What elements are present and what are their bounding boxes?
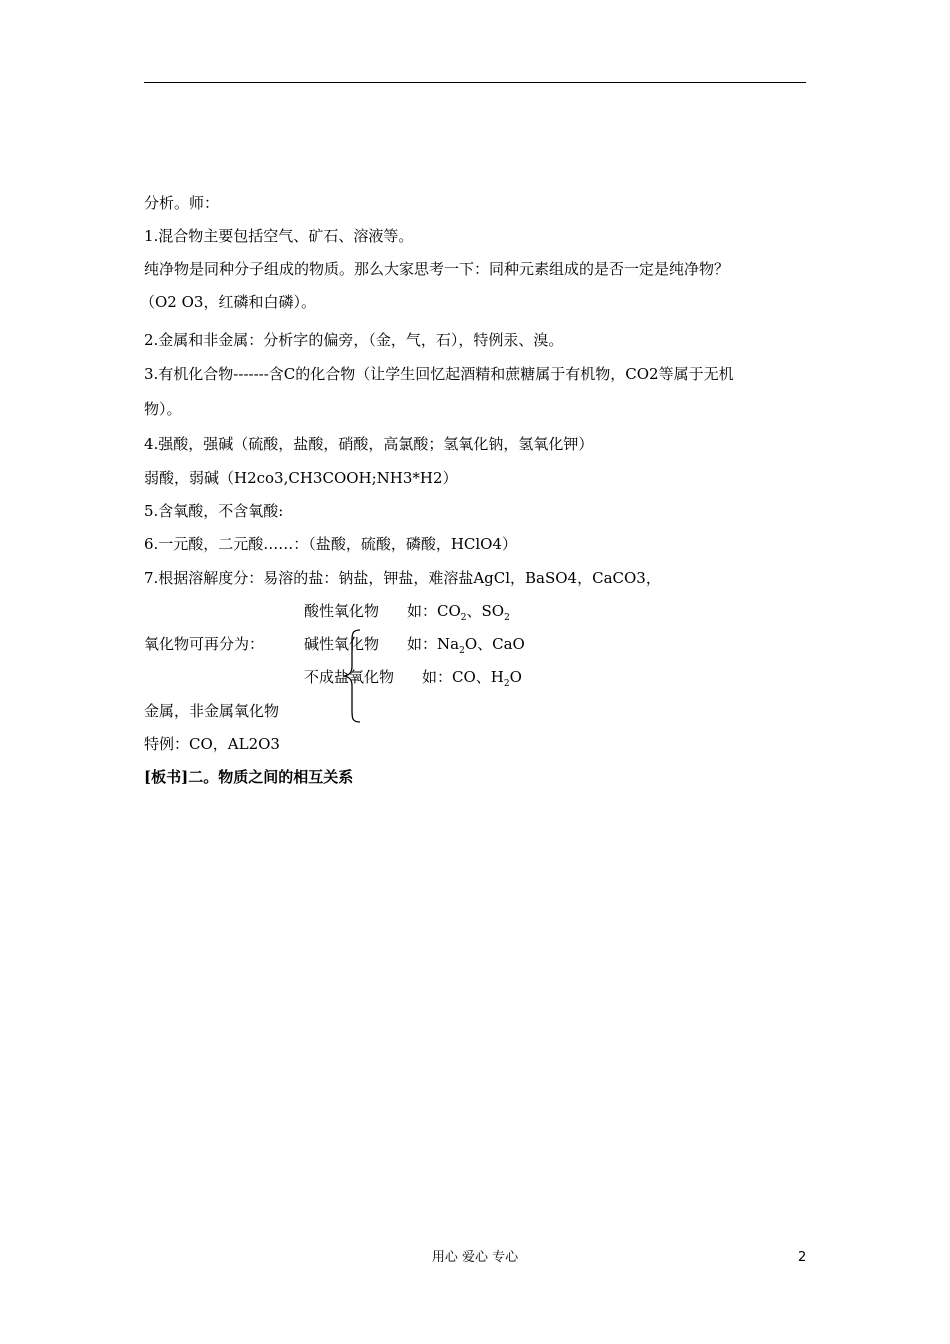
oxide-acidic-name: 酸性氧化物 <box>304 602 380 620</box>
oxide-neutral-name: 不成盐氧化物 <box>304 668 395 686</box>
text-line-analysis: 分析。师： <box>144 194 220 212</box>
text-line-item-3: 3.有机化合物-------含C的化合物（让学生回忆起酒精和蔗糖属于有机物，CO2等属于无机 <box>144 365 734 383</box>
oxide-basic-example: 如：$Na_2O$、CaO <box>407 635 525 656</box>
page-number: 2 <box>798 1250 807 1265</box>
oxide-neutral-example: 如：CO、$H_2O$ <box>422 668 522 689</box>
curly-brace-icon <box>340 628 364 724</box>
text-line-special-cases: 特例：CO，AL2O3 <box>144 735 280 753</box>
oxide-acidic-row <box>304 601 510 628</box>
text-line-metal-oxides: 金属，非金属氧化物 <box>144 702 280 720</box>
text-line-example-o2-o3: （O2 O3，红磷和白磷）。 <box>140 293 316 311</box>
text-line-pure-substance: 纯净物是同种分子组成的物质。那么大家思考一下：同种元素组成的是否一定是纯净物？ <box>144 260 730 278</box>
text-line-item-6: 6.一元酸，二元酸……：（盐酸，硫酸，磷酸，HClO4） <box>144 535 518 553</box>
oxide-basic-name: 碱性氧化物 <box>304 635 380 653</box>
oxide-basic-row <box>304 634 525 661</box>
text-line-item-1: 1.混合物主要包括空气、矿石、溶液等。 <box>144 227 414 245</box>
text-line-item-5: 5.含氧酸，不含氧酸: <box>144 502 284 520</box>
oxide-neutral-row <box>304 667 522 694</box>
header-rule <box>144 82 806 83</box>
text-line-weak-acid-base: 弱酸，弱碱（H2co3,CH3COOH;NH3*H2） <box>144 469 458 487</box>
board-heading: [板书]二。物质之间的相互关系 <box>144 768 354 786</box>
text-line-item-3-cont: 物）。 <box>144 400 182 418</box>
oxide-classification-label: 氧化物可再分为： <box>144 635 265 653</box>
footer-motto: 用心 爱心 专心 <box>431 1250 519 1265</box>
text-line-item-2: 2.金属和非金属：分析字的偏旁，（金，气，石），特例汞、溴。 <box>144 331 564 349</box>
text-line-item-7: 7.根据溶解度分：易溶的盐：钠盐，钾盐，难溶盐AgCl，BaSO4，CaCO3， <box>144 569 661 587</box>
oxide-acidic-example: 如：$CO_2$、$SO_2$ <box>407 602 510 623</box>
text-line-item-4: 4.强酸，强碱（硫酸，盐酸，硝酸，高氯酸；氢氧化钠，氢氧化钾） <box>144 435 594 453</box>
